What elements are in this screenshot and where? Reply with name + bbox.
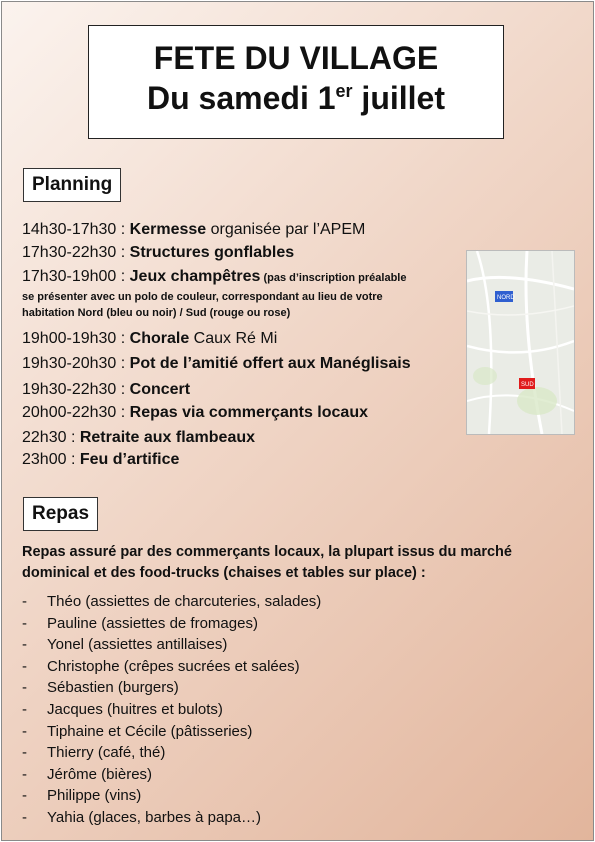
schedule-item: 17h30-19h00 : Jeux champêtres (pas d’inscription préalable <box>22 268 407 285</box>
vendor-list <box>22 591 321 829</box>
title-box <box>88 25 504 139</box>
list-item: - Yonel (assiettes antillaises) <box>22 636 228 654</box>
list-item: - Sébastien (burgers) <box>22 679 179 697</box>
list-item: - Thierry (café, thé) <box>22 744 166 762</box>
schedule-item: 22h30 : Retraite aux flambeaux <box>22 429 256 446</box>
list-item: - Philippe (vins) <box>22 787 142 805</box>
schedule-item: 17h30-22h30 : Structures gonflables <box>22 244 295 261</box>
schedule-item: 23h00 : Feu d’artifice <box>22 451 180 468</box>
schedule-note: habitation Nord (bleu ou noir) / Sud (rouge ou rose) <box>22 307 291 319</box>
schedule-item: 14h30-17h30 : Kermesse organisée par l’APEM <box>22 221 366 238</box>
list-item: - Tiphaine et Cécile (pâtisseries) <box>22 722 253 740</box>
schedule-item: 19h00-19h30 : Chorale Caux Ré Mi <box>22 330 278 347</box>
list-item: - Pauline (assiettes de fromages) <box>22 614 258 632</box>
schedule-item: 20h00-22h30 : Repas via commerçants locaux <box>22 404 368 421</box>
schedule-item: 19h30-22h30 : Concert <box>22 381 191 398</box>
list-item: - Yahia (glaces, barbes à papa…) <box>22 808 262 826</box>
village-map <box>466 250 575 435</box>
event-title: FETE DU VILLAGE <box>153 40 439 76</box>
repas-intro: Repas assuré par des commerçants locaux, la plupart issus du marché <box>22 544 512 560</box>
list-item: - Christophe (crêpes sucrées et salées) <box>22 657 300 675</box>
list-item: - Théo (assiettes de charcuteries, salades) <box>22 593 322 610</box>
north-label: NORD <box>497 295 515 301</box>
list-item: - Jérôme (bières) <box>22 765 153 783</box>
schedule-item: 19h30-20h30 : Pot de l’amitié offert aux Manéglisais <box>22 355 411 372</box>
planning-heading: Planning <box>23 168 121 202</box>
schedule-note: se présenter avec un polo de couleur, correspondant au lieu de votre <box>22 291 383 303</box>
flyer-page <box>1 1 594 841</box>
event-date: Du samedi 1er juillet <box>147 80 445 116</box>
list-item: - Jacques (huitres et bulots) <box>22 700 223 718</box>
repas-intro: dominical et des food-trucks (chaises et tables sur place) : <box>22 565 426 581</box>
repas-heading: Repas <box>23 497 98 531</box>
south-label: SUD <box>521 382 534 388</box>
